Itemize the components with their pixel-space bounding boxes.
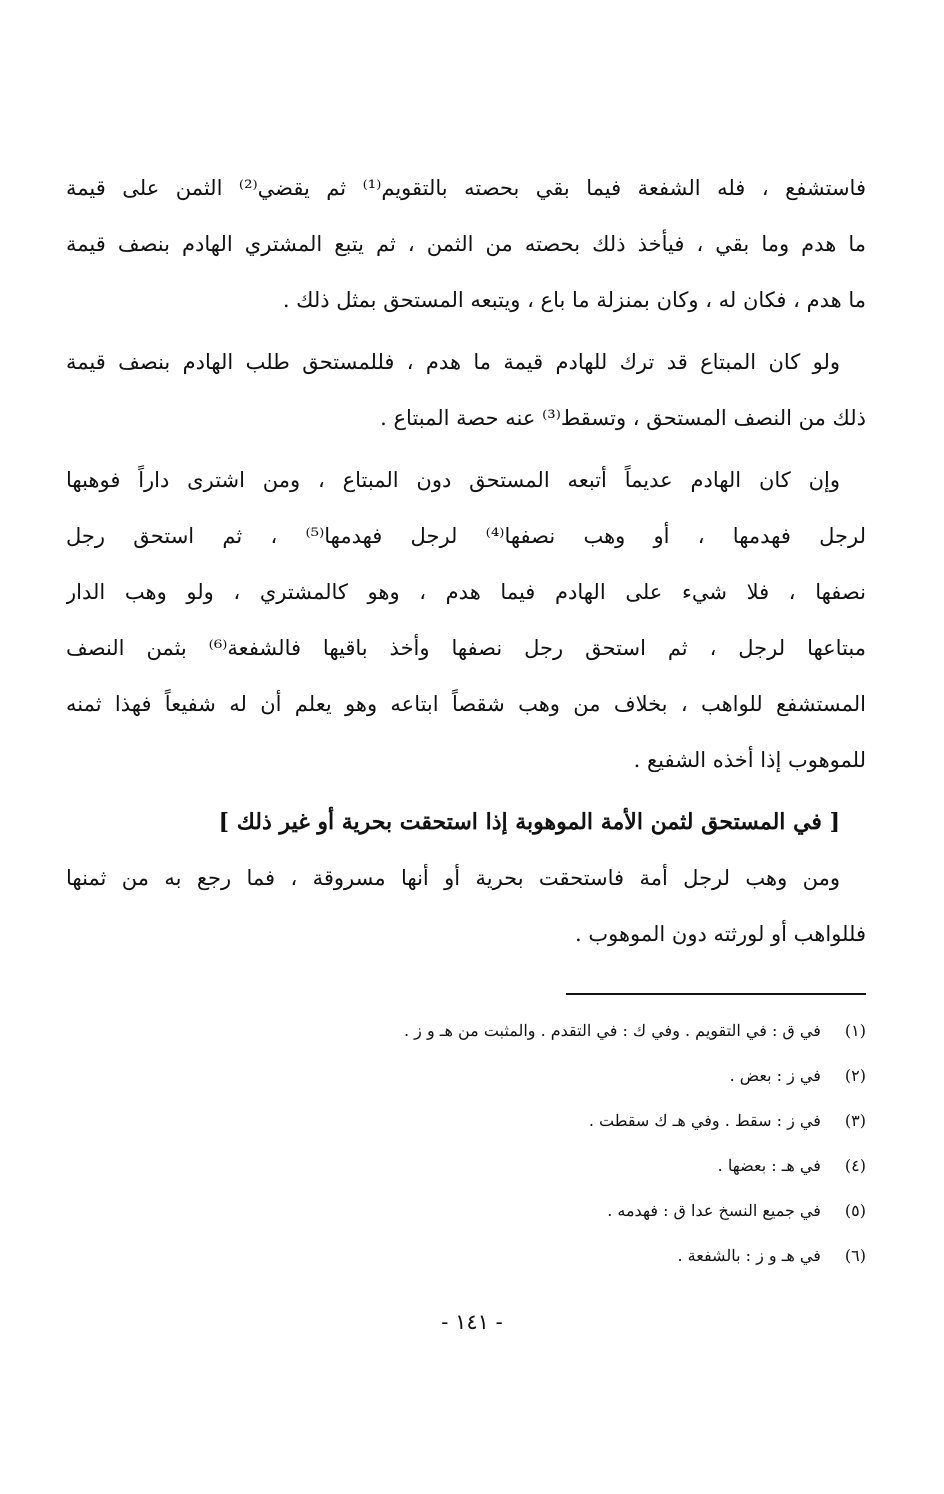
main-text: [66, 160, 866, 962]
text-line: وإن كان الهادم عديماً أتبعه المستحق دون المبتاع ، ومن اشترى داراً فوهبها: [66, 468, 840, 492]
footnote: [66, 1188, 866, 1233]
footnote: [66, 1143, 866, 1188]
text-line: ومن وهب لرجل أمة فاستحقت بحرية أو أنها مسروقة ، فما رجع به من ثمنها: [66, 866, 840, 890]
footnote-text: في هـ و ز : بالشفعة .: [677, 1246, 821, 1265]
footnote: [66, 1098, 866, 1143]
paragraph-1: [66, 160, 866, 328]
footnote-number: (١): [844, 1021, 866, 1040]
text-line: ذلك من النصف المستحق ، وتسقط⁽³⁾ عنه حصة المبتاع .: [380, 406, 866, 430]
paragraph-4: [66, 850, 866, 962]
footnote-text: في ق : في التقويم . وفي ك : في التقدم . والمثبت من هـ و ز .: [403, 1021, 821, 1040]
footnote-number: (٥): [844, 1201, 866, 1220]
paragraph-3: [66, 452, 866, 788]
footnote-text: في هـ : بعضها .: [717, 1156, 821, 1175]
footnote-number: (٦): [844, 1246, 866, 1265]
footnote-text: في ز : سقط . وفي هـ ك سقطت .: [588, 1111, 821, 1130]
footnote-text: في جميع النسخ عدا ق : فهدمه .: [607, 1201, 821, 1220]
footnote-divider: [566, 993, 866, 995]
text-line: ولو كان المبتاع قد ترك للهادم قيمة ما هدم ، فللمستحق طلب الهادم بنصف قيمة: [66, 350, 840, 374]
footnote: [66, 1233, 866, 1278]
footnote-number: (٢): [844, 1066, 866, 1085]
text-line: للموهوب إذا أخذه الشفيع .: [633, 748, 866, 772]
text-line: ما هدم وما بقي ، فيأخذ ذلك بحصته من الثمن ، ثم يتبع المشتري الهادم بنصف قيمة: [66, 232, 866, 256]
page-number: - ١٤١ -: [441, 1310, 503, 1334]
text-line: فللواهب أو لورثته دون الموهوب .: [574, 922, 866, 946]
text-line: فاستشفع ، فله الشفعة فيما بقي بحصته بالتقويم⁽¹⁾ ثم يقضي⁽²⁾ الثمن على قيمة: [66, 176, 866, 200]
text-line: لرجل فهدمها ، أو وهب نصفها⁽⁴⁾ لرجل فهدمها⁽⁵⁾ ، ثم استحق رجل: [66, 524, 866, 548]
paragraph-2: [66, 334, 866, 446]
footnote-number: (٤): [844, 1156, 866, 1175]
footnote-number: (٣): [844, 1111, 866, 1130]
footnote: [66, 1008, 866, 1053]
text-line: مبتاعها لرجل ، ثم استحق رجل نصفها وأخذ باقيها فالشفعة⁽⁶⁾ بثمن النصف: [66, 636, 866, 660]
section-heading: [ في المستحق لثمن الأمة الموهوبة إذا استحقت بحرية أو غير ذلك ]: [218, 809, 840, 835]
footnote-text: في ز : بعض .: [729, 1066, 821, 1085]
footnote: [66, 1053, 866, 1098]
text-line: نصفها ، فلا شيء على الهادم فيما هدم ، وهو كالمشتري ، ولو وهب الدار: [66, 580, 866, 604]
footnotes: [66, 1008, 866, 1278]
text-line: ما هدم ، فكان له ، وكان بمنزلة ما باع ، ويتبعه المستحق بمثل ذلك .: [282, 288, 866, 312]
text-line: المستشفع للواهب ، بخلاف من وهب شقصاً ابتاعه وهو يعلم أن له شفيعاً فهذا ثمنه: [66, 692, 866, 716]
